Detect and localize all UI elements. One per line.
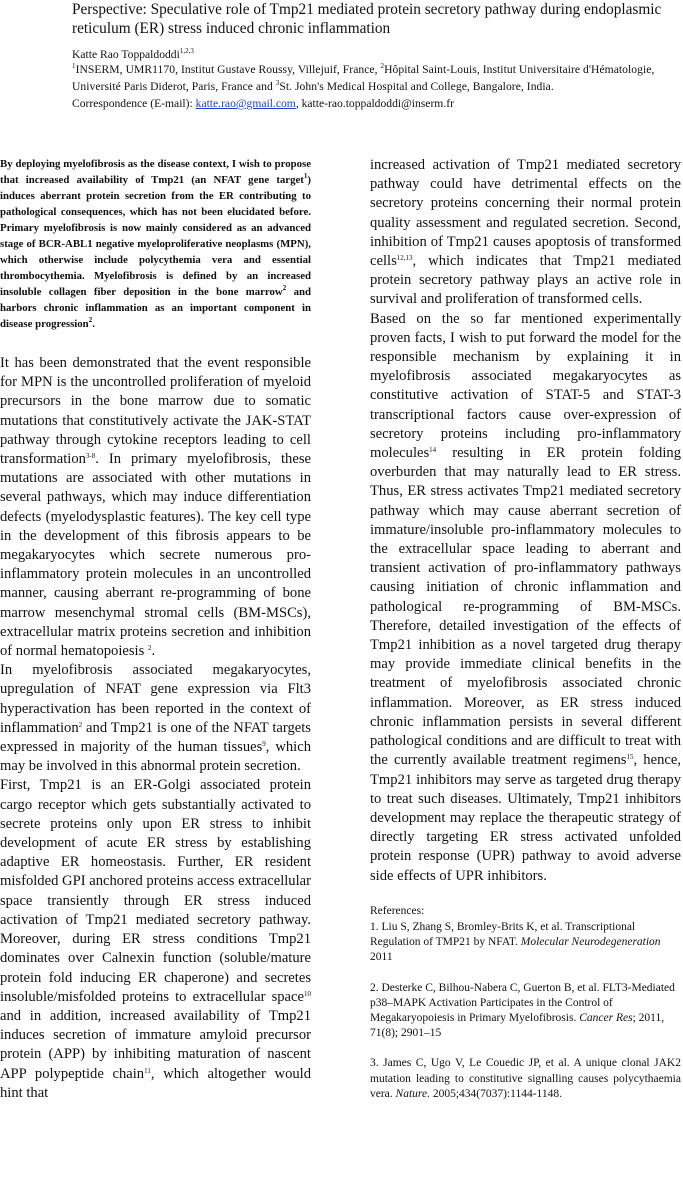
citation: 1 — [303, 172, 308, 180]
email-link[interactable]: katte.rao@gmail.com — [195, 97, 296, 110]
body-text: resulting in ER protein folding overburden that may naturally lead to ER stress. Thus, ER stress activates Tmp21 mediated secretory pathway which may cause aberrant secretion of immature/insoluble pro-inflammatory molecules to the extracellular space leading to aberrant and transient activation of pro-inflammatory pathways causing initiation of chronic inflammation and pathological re-programming of BM-MSCs. Therefore, detailed investigation of the effects of Tmp21 inhibition as a novel targeted drug therapy may provide immediate clinical benefits in the treatment of myelofibrosis associated chronic inflammation. Moreover, as ER stress induced chronic inflammation persists in several different pathological conditions and are difficult to treat with the currently available treatment regimens — [370, 445, 681, 769]
reference-3 — [370, 1056, 681, 1102]
citation: 15 — [626, 753, 634, 762]
reference-journal: Cancer Res — [579, 1011, 633, 1024]
reference-1 — [370, 920, 681, 966]
correspondence-label: Correspondence (E-mail): — [72, 97, 193, 110]
paragraph-3-continued — [370, 156, 681, 310]
citation: 2 — [282, 284, 287, 292]
affiliation-3: St. John's Medical Hospital and College, Bangalore, India. — [279, 79, 554, 93]
author-name: Katte Rao Toppaldoddi — [72, 48, 180, 61]
reference-details: ; 2011, 71(8); 2901–15 — [370, 1011, 665, 1040]
reference-text: 1. Liu S, Zhang S, Bromley-Brits K, et al. Transcriptional Regulation of TMP21 by NFAT. — [370, 920, 636, 949]
paragraph-2 — [0, 661, 311, 776]
abstract-text: By deploying myelofibrosis as the disease context, I wish to propose that increased availability of Tmp21 (an NFAT gene target — [0, 158, 311, 186]
citation: 9 — [262, 740, 266, 749]
body-text: , which indicates that Tmp21 mediated protein secretory pathway plays an active role in survival and proliferation of transformed cells. — [370, 253, 681, 308]
abstract-text: and harbors chronic inflammation as an important component in disease progression — [0, 286, 311, 330]
reference-details: 2011 — [370, 951, 393, 964]
affiliation-2: Hôpital Saint-Louis, Institut Universitaire d'Hématologie, Université Paris Diderot, Paris, France and — [72, 63, 655, 93]
body-text: It has been demonstrated that the event responsible for MPN is the uncontrolled proliferation of myeloid precursors in the bone marrow due to somatic mutations that constitutively activate the JAK-STAT pathway through cytokine receptors leading to cell transformation — [0, 355, 311, 468]
body-text: increased activation of Tmp21 mediated secretory pathway could have detrimental effects on the secretory proteins concerning their normal protein quality assessment and regulated secretion. Second, inhibition of Tmp21 causes apoptosis of transformed cells — [370, 157, 681, 270]
body-text: and Tmp21 is one of the NFAT targets expressed in majority of the human tissues — [0, 719, 311, 756]
references-heading: References: — [370, 904, 425, 917]
author-affiliation-marks: 1,2,3 — [179, 47, 194, 55]
affiliations — [72, 62, 672, 95]
affil-mark: 1 — [72, 62, 76, 70]
body-text: First, Tmp21 is an ER-Golgi associated protein cargo receptor which gets substantially activated to secrete proteins only upon ER stress to inhibit development of acute ER stress by establishing adaptive ER homeostasis. Further, ER resident misfolded GPI anchored proteins access extracellular space transiently through ER stress induced activation of Tmp21 mediated secretory pathway. Moreover, during ER stress conditions Tmp21 dominates over Calnexin function (soluble/mature protein fold inducing ER chaperone) and secretes insoluble/misfolded proteins to extracellular space — [0, 777, 311, 1005]
citation: 11 — [144, 1066, 151, 1075]
reference-details: 2005;434(7037):1144-1148. — [429, 1087, 562, 1100]
body-text: Based on the so far mentioned experimentally proven facts, I wish to put forward the model for the responsible mechanism by explaining it in myelofibrosis associated megakaryocytes as constitutive activation of STAT-5 and STAT-3 transcriptional factors cause over-expression of secretory proteins including pro-inflammatory molecules — [370, 310, 681, 462]
abstract — [0, 156, 311, 332]
affil-mark: 3 — [275, 78, 280, 87]
article-title: Perspective: Speculative role of Tmp21 mediated protein secretory pathway during endoplasmic reticulum (ER) stress induced chronic inflammation — [72, 1, 662, 37]
citation: 2 — [147, 644, 152, 653]
body-text: , hence, Tmp21 inhibitors may serve as targeted drug therapy to treat such diseases. Ultimately, Tmp21 inhibitors development may replace the therapeutic strategy of directly targeting ER stress activated unfolded protein response (UPR) pathway to avoid adverse side effects of UPR inhibitors. — [370, 752, 681, 884]
reference-2 — [370, 981, 681, 1042]
affil-mark: 2 — [380, 62, 385, 70]
email-secondary: , katte-rao.toppaldoddi@inserm.fr — [295, 97, 454, 110]
abstract-text: . — [92, 318, 95, 330]
citation: 3-8 — [85, 452, 96, 461]
body-text: , which altogether would hint that — [0, 1065, 312, 1101]
left-column — [0, 156, 311, 1103]
abstract-text: ) induces aberrant protein secretion from the ER contributing to pathological consequences, which has not been elucidated before. Primary myelofibrosis is now mainly considered as an advanced stage of BCR-ABL1 negative myeloproliferative neoplasms (MPN), which otherwise include polycythemia vera and essential thrombocythemia. Myelofibrosis is defined by an increased insoluble collagen fiber deposition in the bone marrow — [0, 174, 311, 298]
body-text: In myelofibrosis associated megakaryocytes, upregulation of NFAT gene expression via Flt3 hyperactivation has been reported in the context of inflammation — [0, 662, 311, 736]
references — [370, 904, 681, 1102]
body-text: and in addition, increased availability of Tmp21 induces secretion of immature amyloid precursor protein (APP) by inhibiting maturation of nascent APP polypeptide chain — [0, 1007, 311, 1082]
article-header — [72, 0, 672, 112]
citation: 12,13 — [396, 254, 413, 263]
reference-journal: Nature. — [395, 1087, 430, 1100]
paragraph-1 — [0, 354, 311, 661]
body-text: . In primary myelofibrosis, these mutations are associated with other mutations in several pathways, which may induce differentiation defects (myelodysplastic features). The key cell type in the development of this fibrosis appears to be megakaryocytes which secrete numerous pro-inflammatory protein molecules in an uncontrolled manner, causing aberrant re-programming of bone marrow mesenchymal stromal cells (BM-MSCs), extracellular matrix proteins secretion and inhibition of normal hematopoiesis — [0, 451, 311, 660]
citation: 14 — [429, 446, 437, 455]
affiliation-1: INSERM, UMR1170, Institut Gustave Roussy, Villejuif, France, — [75, 63, 378, 76]
correspondence — [72, 95, 672, 112]
paragraph-4 — [370, 310, 681, 886]
body-text: , which may be involved in this abnormal protein secretion. — [0, 739, 311, 775]
reference-journal: Molecular Neurodegeneration — [520, 936, 661, 949]
paragraph-3 — [0, 776, 311, 1102]
author-line — [72, 47, 672, 62]
body-text: . — [151, 643, 156, 660]
right-column — [370, 156, 681, 1117]
citation: 2 — [88, 316, 93, 324]
citation: 10 — [304, 989, 311, 998]
reference-text: 2. Desterke C, Bilhou-Nabera C, Guerton B, et al. FLT3-Mediated p38–MAPK Activation Participates in the Control of Megakaryopoiesis in Primary Myelofibrosis. — [370, 981, 675, 1024]
reference-text: 3. James C, Ugo V, Le Couedic JP, et al. A unique clonal JAK2 mutation leading to constitutive signalling causes polycythaemia vera. — [370, 1057, 681, 1100]
citation: 2 — [78, 720, 83, 729]
